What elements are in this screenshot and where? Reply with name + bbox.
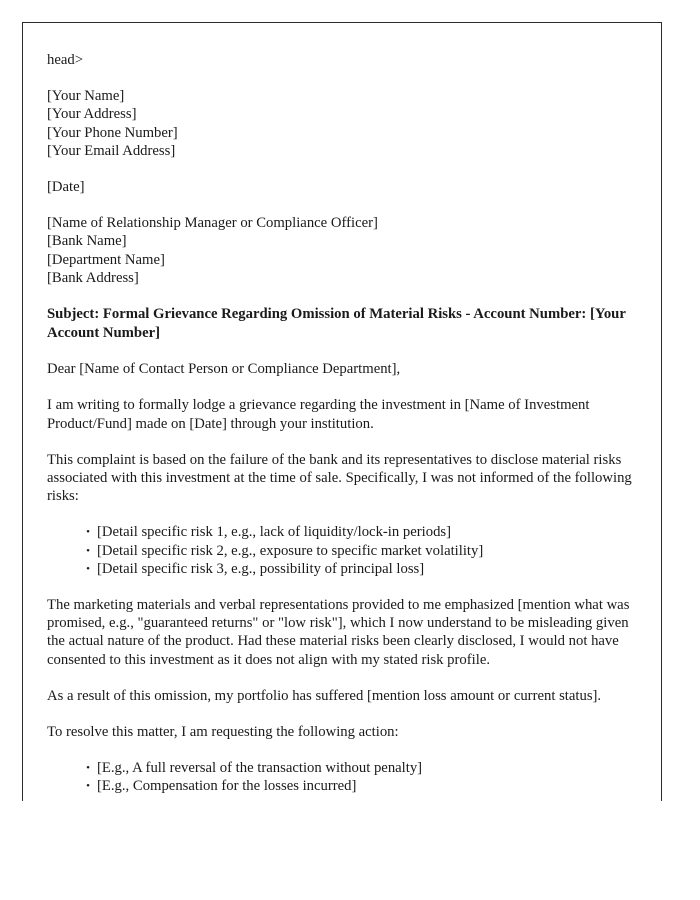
- bullet-icon: •: [86, 544, 90, 557]
- date-block: [47, 178, 637, 196]
- undisclosed-risks-list: [47, 523, 637, 578]
- paragraph-introduction: I am writing to formally lodge a grievance regarding the investment in [Name of Investment Product/Fund] made on [Date] through your institution.: [47, 397, 590, 432]
- document-page: [22, 22, 662, 801]
- recipient-address-block: [47, 214, 637, 287]
- recipient-line: [Bank Address]: [47, 269, 139, 286]
- list-item-label: [Detail specific risk 1, e.g., lack of liquidity/lock-in periods]: [97, 524, 452, 541]
- bullet-icon: •: [86, 762, 90, 775]
- sender-line: [Your Name]: [47, 88, 125, 105]
- stray-html-fragment: head>: [47, 52, 84, 68]
- list-item-label: [Detail specific risk 2, e.g., exposure to specific market volatility]: [97, 542, 484, 559]
- paragraph-complaint-basis: This complaint is based on the failure of the bank and its representatives to disclose material risks associated with this investment at the time of sale. Specifically, I was not informed of the following risks:: [47, 451, 632, 505]
- list-item-label: [E.g., A full reversal of the transaction without penalty]: [97, 760, 423, 777]
- paragraph-marketing-materials: The marketing materials and verbal representations provided to me emphasized [mention what was promised, e.g., "guaranteed returns" or "low risk"], which I now understand to be misleading given the actual nature of the product. Had these material risks been clearly disclosed, I would not have consented to this investment as it does not align with my stated risk profile.: [47, 597, 630, 668]
- salutation: Dear [Name of Contact Person or Compliance Department],: [47, 361, 401, 378]
- recipient-line: [Name of Relationship Manager or Compliance Officer]: [47, 215, 378, 232]
- requested-actions-list: [47, 759, 637, 795]
- sender-line: [Your Phone Number]: [47, 124, 178, 141]
- list-item: [86, 523, 637, 541]
- list-item: [86, 777, 637, 795]
- sender-address-block: [47, 87, 637, 160]
- list-item-label: [E.g., Compensation for the losses incurred]: [97, 778, 357, 795]
- date-line: [Date]: [47, 179, 85, 196]
- paragraph-requested-resolution: To resolve this matter, I am requesting the following action:: [47, 724, 399, 741]
- document-body: [23, 23, 661, 796]
- list-item: [86, 759, 637, 777]
- paragraph-result-of-omission: As a result of this omission, my portfolio has suffered [mention loss amount or current status].: [47, 687, 602, 704]
- recipient-line: [Department Name]: [47, 251, 165, 268]
- bullet-icon: •: [86, 526, 90, 539]
- list-item: [86, 542, 637, 560]
- bullet-icon: •: [86, 562, 90, 575]
- bullet-icon: •: [86, 780, 90, 793]
- sender-line: [Your Address]: [47, 106, 137, 123]
- list-item: [86, 560, 637, 578]
- recipient-line: [Bank Name]: [47, 233, 127, 250]
- list-item-label: [Detail specific risk 3, e.g., possibility of principal loss]: [97, 560, 425, 577]
- sender-line: [Your Email Address]: [47, 142, 176, 159]
- subject-line: Subject: Formal Grievance Regarding Omission of Material Risks - Account Number: [Your Account Number]: [47, 306, 626, 341]
